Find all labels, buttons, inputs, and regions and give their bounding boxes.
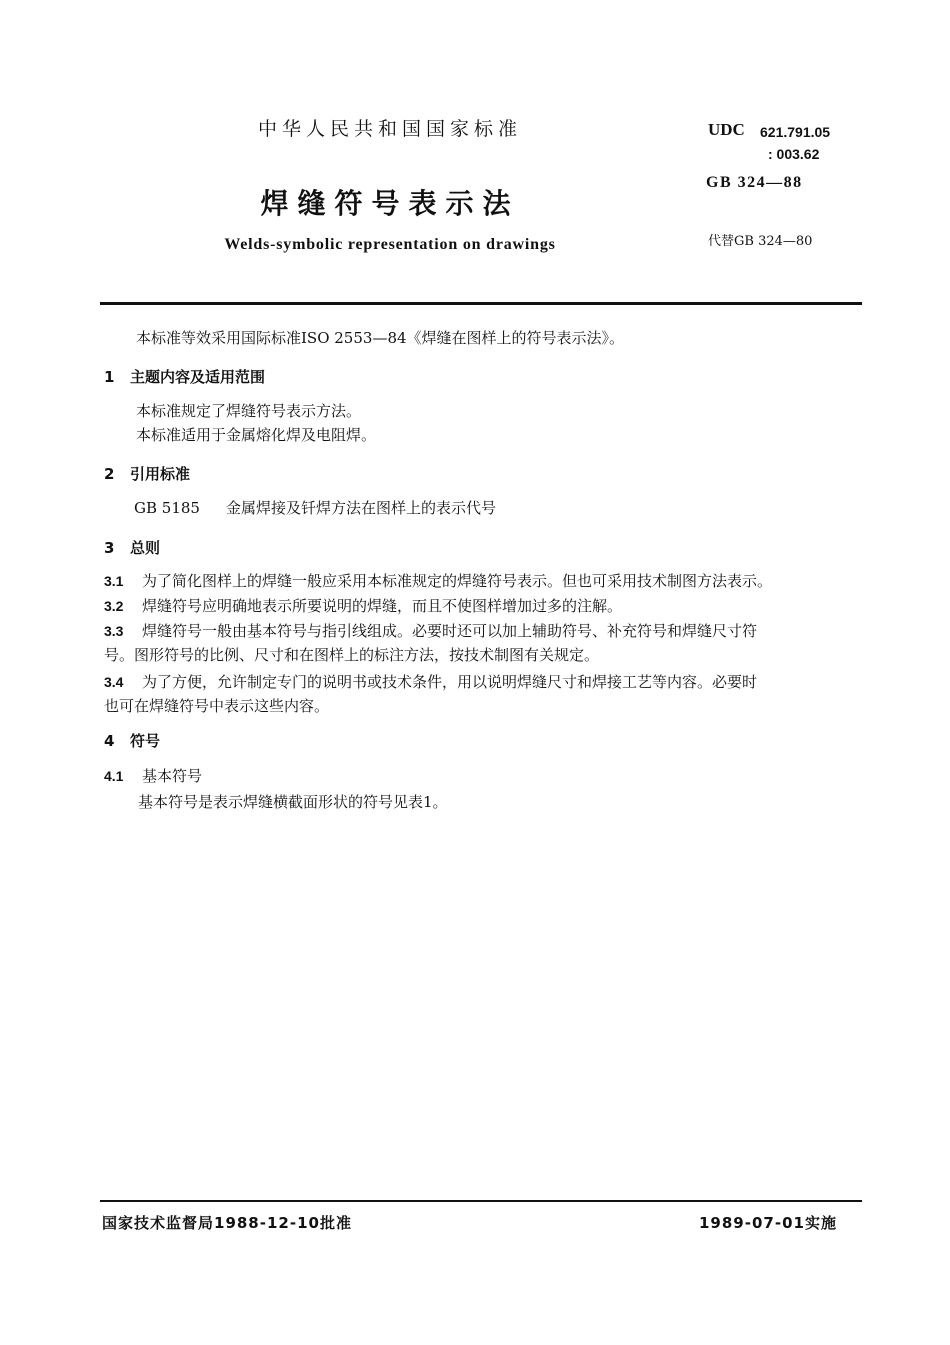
intro-paragraph: 本标准等效采用国际标准ISO 2553—84《焊缝在图样上的符号表示法》。 [136,329,625,347]
clause-text: 为了简化图样上的焊缝一般应采用本标准规定的焊缝符号表示。但也可采用技术制图方法表示。 [142,572,773,590]
section-number: 1 [104,368,115,386]
section-1-heading [104,366,265,387]
clause-number: 4.1 [104,768,124,784]
section-1-line-2: 本标准适用于金属熔化焊及电阻焊。 [136,426,377,444]
document-title-en: Welds-symbolic representation on drawings [224,236,556,253]
section-3-heading [104,537,160,558]
section-number: 2 [104,465,115,483]
clause-3-4-continued: 也可在焊缝符号中表示这些内容。 [104,697,330,715]
clause-4-1 [104,766,202,787]
section-title: 总则 [130,539,161,557]
section-title: 符号 [130,732,161,750]
clause-number: 3.3 [104,623,124,639]
nation-standard-heading: 中华人民共和国国家标准 [257,118,522,140]
clause-number: 3.4 [104,674,124,690]
section-4-heading [104,730,160,751]
clause-number: 3.1 [104,573,124,589]
clause-number: 3.2 [104,598,124,614]
udc-label: UDC [708,120,745,139]
footer-divider [100,1200,862,1202]
clause-3-4 [104,672,757,693]
clause-3-3 [104,621,757,642]
effective-date: 1989-07-01实施 [699,1214,837,1232]
section-number: 3 [104,539,115,557]
clause-3-3-continued: 号。图形符号的比例、尺寸和在图样上的标注方法，按技术制图有关规定。 [104,646,600,664]
referenced-standard [134,498,496,519]
clause-title: 基本符号 [142,767,203,785]
clause-3-2 [104,596,622,617]
clause-text: 焊缝符号应明确地表示所要说明的焊缝，而且不使图样增加过多的注解。 [142,597,623,615]
section-number: 4 [104,732,115,750]
referenced-standard-code: GB 5185 [134,499,200,517]
approval-date: 国家技术监督局1988-12-10批准 [102,1214,352,1232]
replaces-standard: 代替GB 324—80 [708,234,813,249]
clause-text: 焊缝符号一般由基本符号与指引线组成。必要时还可以加上辅助符号、补充符号和焊缝尺寸符 [142,622,758,640]
section-1-line-1: 本标准规定了焊缝符号表示方法。 [136,402,362,420]
udc-number: 621.791.05 [760,124,831,140]
section-title: 引用标准 [130,465,191,483]
document-title-cn: 焊缝符号表示法 [260,187,520,220]
clause-3-1 [104,571,772,592]
section-title: 主题内容及适用范围 [130,368,266,386]
clause-4-1-text: 基本符号是表示焊缝横截面形状的符号见表1。 [138,793,448,811]
standard-code: GB 324—88 [706,174,803,191]
header-divider [100,302,862,305]
section-2-heading [104,463,190,484]
referenced-standard-title: 金属焊接及钎焊方法在图样上的表示代号 [226,499,497,517]
clause-text: 为了方便，允许制定专门的说明书或技术条件，用以说明焊缝尺寸和焊接工艺等内容。必要时 [142,673,758,691]
udc-number-continued: : 003.62 [768,146,820,162]
